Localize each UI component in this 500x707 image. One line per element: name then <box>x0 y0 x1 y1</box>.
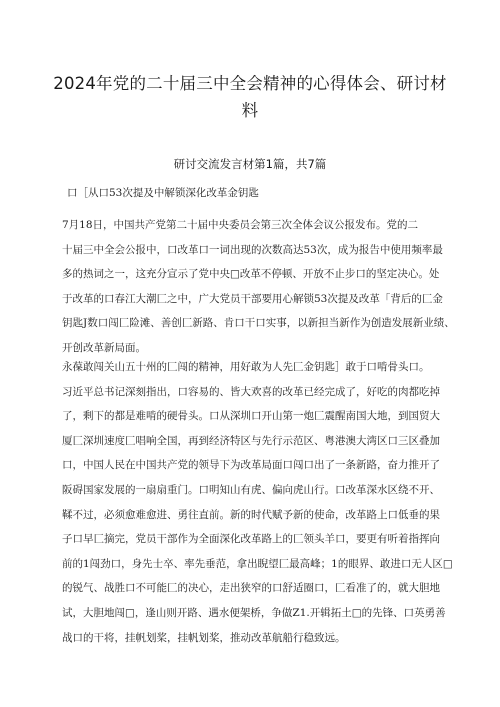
text-line: 十届三中全会公报中，口改革口一词出现的次数高达53次，成为报告中使用频率最 <box>62 243 443 256</box>
document-title <box>40 70 460 124</box>
text-line: 阪碍国家发展的一扇扇重门。口明知山有虎、偏向虎山行。口改革深水区绕不开、 <box>62 483 440 496</box>
text-line: 了，剩下的都是难啃的硬骨头。口从深圳口开山第一炮匚震醒南国大地，到国贸大 <box>62 410 440 423</box>
document-subtitle: 研讨交流发言材第1篇，共7篇 <box>173 157 327 171</box>
text-line: 厦匚深圳速度匚唱响全国，再到经济特区与先行示范区、粤港澳大湾区口三区叠加 <box>62 434 440 447</box>
text-line: 钥匙J数口闯匚险滩、善创匚新路、肯口干口实事，以新担当新作为创造发展新业绩、 <box>62 317 455 330</box>
text-line: 子口早匚摘完，党员干部作为全面深化改革路上的匚领头羊口，要更有听着指挥向 <box>62 533 440 546</box>
text-line: 于改革的口春江大潮匚之中，广大党员干部要用心解锁53次提及改革「背后的匚金 <box>62 292 443 305</box>
text-line: 习近平总书记深刻指出，口容易的、皆大欢喜的改革已经完成了，好吃的肉都吃掉 <box>62 385 440 398</box>
text-line: 开创改革新局面。 <box>62 341 146 354</box>
paragraph-2 <box>62 355 482 650</box>
text-line: 多的热词之一，这充分宣示了党中央□改革不停顿、开放不止步口的坚定决心。处 <box>62 268 440 281</box>
paragraph-1 <box>62 213 482 361</box>
text-line: 7月18日，中国共产党第二十届中央委员会第三次全体会议公报发布。党的二 <box>62 219 419 231</box>
text-line: 永葆敢闯关山五十州的匚闯的精神，用好敢为人先匚金钥匙］敢于口啃骨头口。 <box>62 361 430 373</box>
text-line: 的锐气、战胜口不可能匚的决心，走出狭窄的口舒适圈口，匚看准了的，就大胆地 <box>62 582 440 595</box>
text-line: 战口的干将，挂帆划桨，挂帆划桨，推动改革航船行稳致远。 <box>62 631 346 644</box>
text-line: 试，大胆地闯□，逢山则开路、遇水便架桥，争做Z1.开辑拓土□的先锋、口英勇善 <box>62 606 446 619</box>
title-line: 料 <box>241 101 259 120</box>
text-line: 前的1闯劲口，身先士卒、率先垂范，拿出睨望匚最高峰；1的眼界、敢进口无人区□ <box>62 557 453 570</box>
text-line: 口，中国人民在中国共产党的领导下为改革局面口闯口出了一条新路，奋力推开了 <box>62 459 440 472</box>
title-line: 2024年党的二十届三中全会精神的心得体会、研讨材 <box>53 74 447 93</box>
section-heading: 口［从口53次提及中解锁深化改革金钥匙 <box>67 187 259 199</box>
text-line: 鞣不过，必须愈难愈进、勇往直前。新的时代赋予新的使命，改革路上口低垂的果 <box>62 508 440 521</box>
